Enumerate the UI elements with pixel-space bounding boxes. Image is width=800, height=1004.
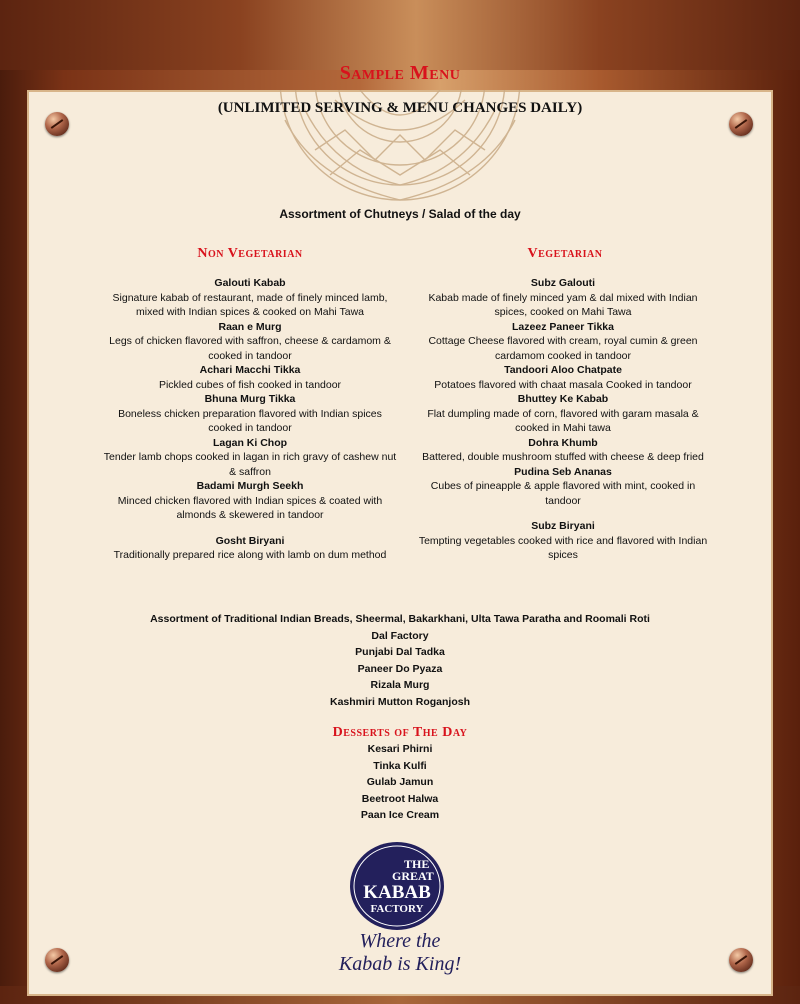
list-item: Beetroot Halwa [361,792,439,805]
dish-name: Galouti Kabab [214,277,286,289]
desserts-heading: Desserts of The Day [332,725,468,740]
non-veg-heading: Non Vegetarian [197,246,303,261]
dish-desc: Kabab made of finely minced yam & dal mixed with Indian spices, cooked on Mahi Tawa [428,291,698,318]
great-kabab-factory-logo [346,840,448,935]
dish-desc: Boneless chicken preparation flavored with Indian spices cooked in tandoor [118,407,382,434]
tagline-line-1: Where the [359,930,441,952]
veg-column [413,276,713,563]
non-veg-column [100,276,400,563]
desserts-list [0,741,800,824]
dish-name: Raan e Murg [218,320,282,333]
dish-desc: Cottage Cheese flavored with cream, royal cumin & green cardamom cooked in tandoor [428,335,698,362]
dish-name: Gosht Biryani [215,534,285,547]
dish-name: Bhuna Murg Tikka [204,393,296,405]
dish-desc: Minced chicken flavored with Indian spices & coated with almonds & skewered in tandoor [117,494,383,521]
menu-subtitle: (UNLIMITED SERVING & MENU CHANGES DAILY) [217,100,583,116]
logo-text-kabab: KABAB [363,882,431,903]
veg-heading: Vegetarian [527,246,603,261]
dish-name: Subz Galouti [530,277,596,289]
dish-desc: Cubes of pineapple & apple flavored with mint, cooked in tandoor [430,480,696,507]
dish-desc: Flat dumpling made of corn, flavored with garam masala & cooked in Mahi tawa [427,407,699,434]
dish-desc: Traditionally prepared rice along with lamb on dum method [113,549,387,561]
stud-bottom-left [45,948,69,972]
list-item: Assortment of Traditional Indian Breads, Sheermal, Bakarkhani, Ulta Tawa Paratha and Roomali Roti [150,613,650,625]
dish-name: Achari Macchi Tikka [199,364,301,376]
dish-desc: Legs of chicken flavored with saffron, cheese & cardamom & cooked in tandoor [109,335,391,362]
list-item: Kashmiri Mutton Roganjosh [330,695,470,708]
list-item: Rizala Murg [370,679,430,691]
frame-top [0,0,800,70]
dish-name: Dohra Khumb [528,436,598,449]
menu-title: Sample Menu [339,62,461,84]
list-item: Punjabi Dal Tadka [355,646,445,658]
dish-desc: Tempting vegetables cooked with rice and flavored with Indian spices [418,534,708,561]
list-item: Paneer Do Pyaza [357,662,443,675]
dish-desc: Pickled cubes of fish cooked in tandoor [158,378,342,391]
dish-name: Pudina Seb Ananas [514,465,612,478]
dish-name: Subz Biryani [531,520,595,532]
dish-name: Badami Murgh Seekh [196,480,304,492]
dish-desc: Potatoes flavored with chaat masala Cooked in tandoor [434,378,692,391]
list-item: Tinka Kulfi [373,759,427,772]
dish-desc: Battered, double mushroom stuffed with cheese & deep fried [422,451,704,463]
logo-text-great: GREAT [392,869,434,883]
dish-name: Bhuttey Ke Kabab [517,393,609,405]
logo-text-the: THE [404,857,430,871]
tagline-line-2: Kabab is King! [338,953,462,975]
dish-name: Lazeez Paneer Tikka [512,320,614,333]
list-item: Paan Ice Cream [360,809,440,821]
stud-bottom-right [729,948,753,972]
list-item: Kesari Phirni [367,743,433,755]
intro-line: Assortment of Chutneys / Salad of the day [279,207,521,221]
tagline [300,930,500,976]
mains-list [0,611,800,710]
dish-desc: Tender lamb chops cooked in lagan in rich gravy of cashew nut & saffron [103,451,397,478]
list-item: Dal Factory [371,629,429,642]
dish-name: Tandoori Aloo Chatpate [504,364,622,376]
logo-text-factory: FACTORY [370,903,424,915]
dish-name: Lagan Ki Chop [212,436,288,449]
dish-desc: Signature kabab of restaurant, made of finely minced lamb, mixed with Indian spices & cooked on Mahi Tawa [112,291,388,318]
list-item: Gulab Jamun [366,776,434,788]
